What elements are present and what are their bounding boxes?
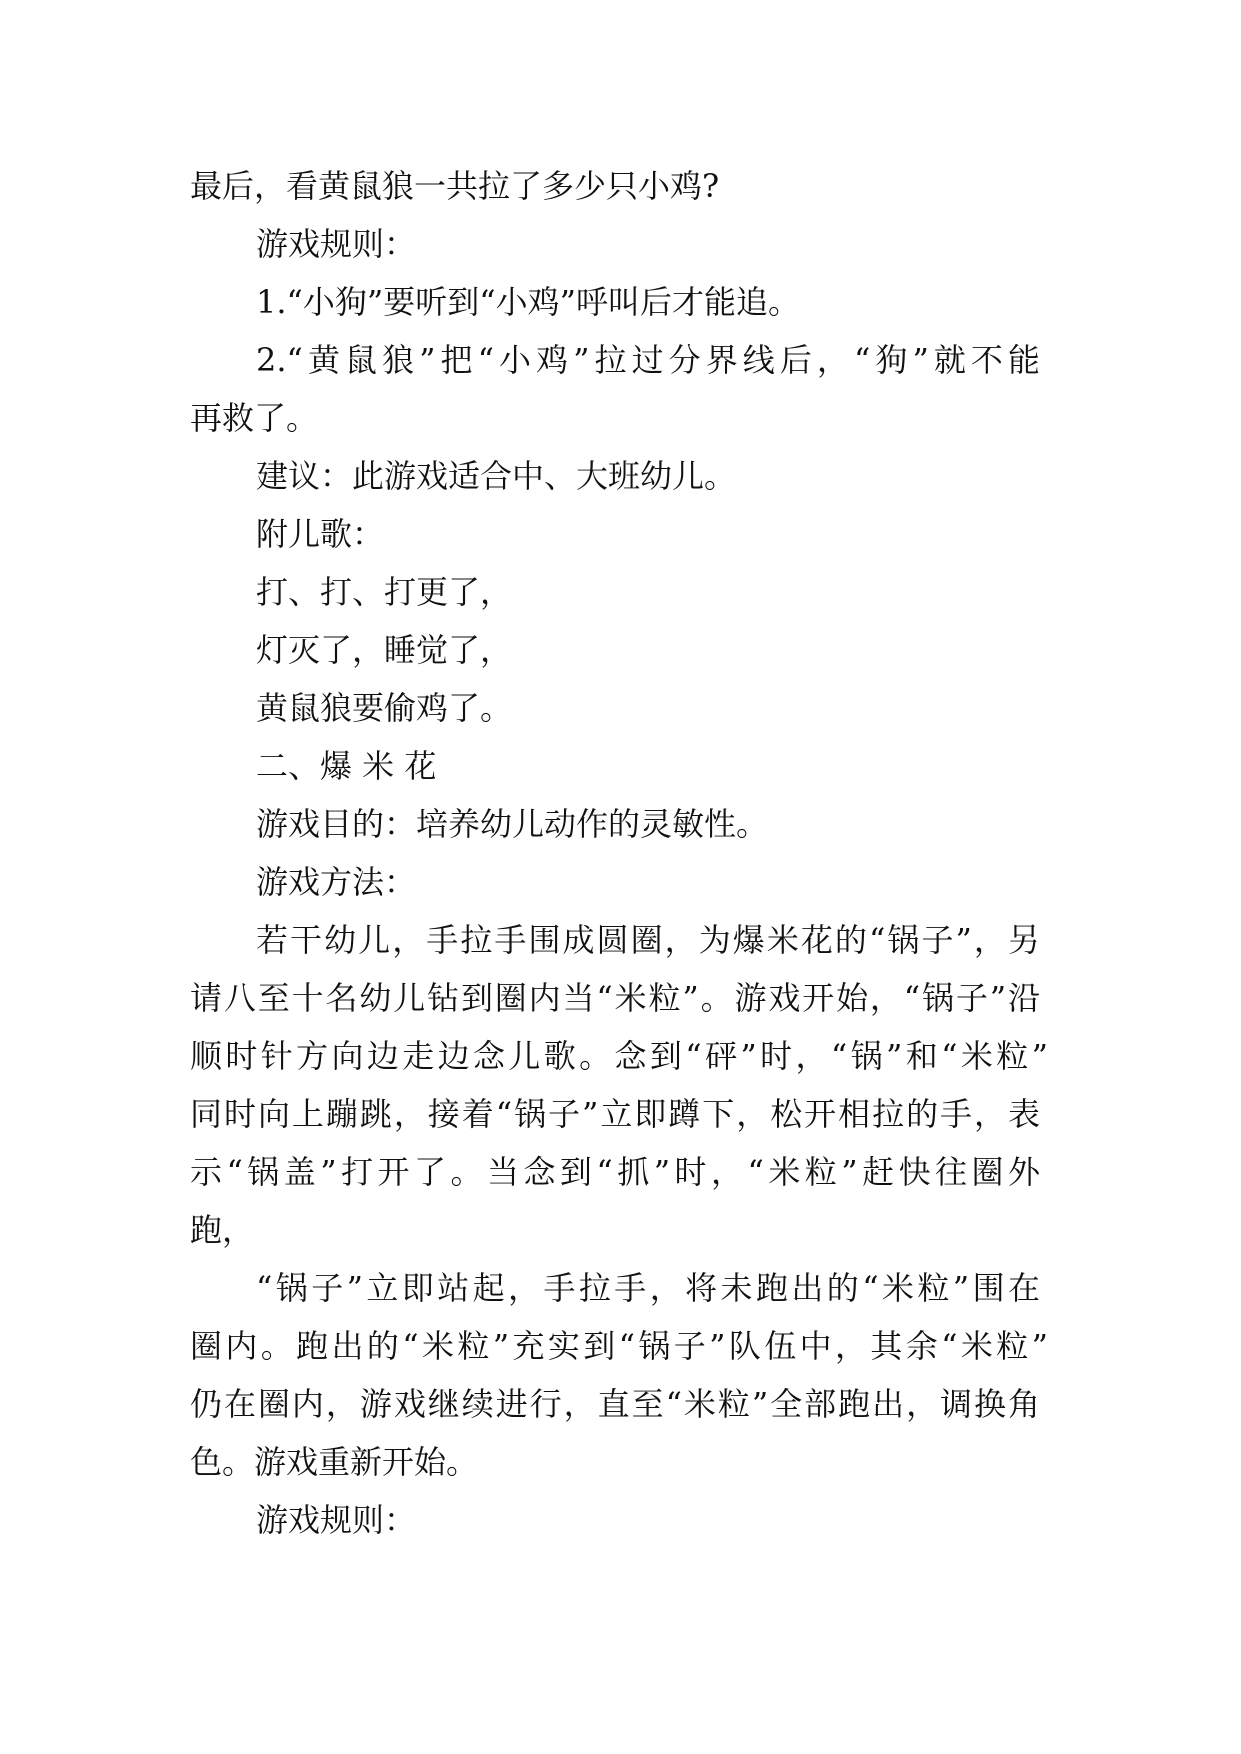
paragraph-line: 请八至十名幼儿钻到圈内当“米粒”。游戏开始，“锅子”沿	[190, 979, 1040, 1017]
paragraph-line: 圈内。跑出的“米粒”充实到“锅子”队伍中，其余“米粒”	[190, 1327, 1048, 1365]
paragraph-line: 同时向上蹦跳，接着“锅子”立即蹲下，松开相拉的手，表	[190, 1095, 1040, 1133]
paragraph-line: 最后，看黄鼠狼一共拉了多少只小鸡?	[190, 167, 720, 205]
suggestion-text: 建议：此游戏适合中、大班幼儿。	[256, 457, 737, 495]
paragraph-line: 顺时针方向边走边念儿歌。念到“砰”时，“锅”和“米粒”	[190, 1037, 1048, 1075]
rule-item-continued: 再救了。	[190, 399, 319, 437]
song-line: 打、打、打更了，	[256, 573, 513, 611]
paragraph-line: 色。游戏重新开始。	[190, 1443, 479, 1481]
paragraph-line: 若干幼儿，手拉手围成圆圈，为爆米花的“锅子”，另	[256, 921, 1040, 959]
paragraph-line: 跑，	[190, 1211, 255, 1249]
rule-item: 1.“小狗”要听到“小鸡”呼叫后才能追。	[256, 283, 800, 321]
song-line: 黄鼠狼要偷鸡了。	[256, 689, 513, 727]
section-label: 游戏规则：	[256, 1501, 417, 1539]
paragraph-line: 仍在圈内，游戏继续进行，直至“米粒”全部跑出，调换角	[190, 1385, 1040, 1423]
goal-text: 游戏目的：培养幼儿动作的灵敏性。	[256, 805, 769, 843]
section-label: 游戏方法：	[256, 863, 417, 901]
rule-item: 2.“黄鼠狼”把“小鸡”拉过分界线后，“狗”就不能	[256, 341, 1040, 379]
section-label: 附儿歌：	[256, 515, 385, 553]
paragraph-line: “锅子”立即站起，手拉手，将未跑出的“米粒”围在	[256, 1269, 1040, 1307]
song-line: 灯灭了，睡觉了，	[256, 631, 513, 669]
section-heading: 二、爆 米 花	[256, 747, 437, 785]
paragraph-line: 示“锅盖”打开了。当念到“抓”时，“米粒”赶快往圈外	[190, 1153, 1040, 1191]
section-label: 游戏规则：	[256, 225, 417, 263]
